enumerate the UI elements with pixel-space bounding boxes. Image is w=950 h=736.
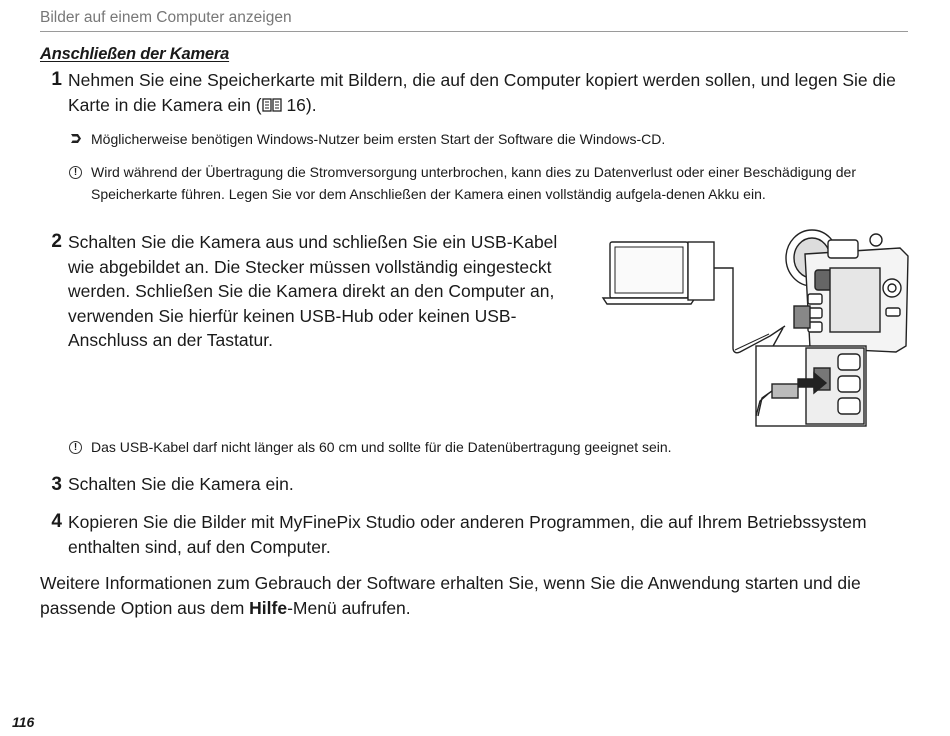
page-number: 116 xyxy=(12,714,35,730)
step-3: Schalten Sie die Kamera ein. xyxy=(68,474,294,494)
usb-port-detail-icon xyxy=(756,346,866,426)
caution-icon: ! xyxy=(69,166,82,179)
page-reference: 16 xyxy=(286,94,306,115)
page-header: Bilder auf einem Computer anzeigen xyxy=(40,9,908,32)
software-info-paragraph: Weitere Informationen zum Gebrauch der Software erhalten Sie, wenn Sie die Anwendung starten und die passende Option aus dem Hilfe-Menü aufrufen. xyxy=(40,573,861,618)
step-number-1: 1 xyxy=(51,69,62,90)
step-4: Kopieren Sie die Bilder mit MyFinePix Studio oder anderen Programmen, die auf Ihrem Betriebssystem enthalten sind, auf den Computer. xyxy=(68,512,867,557)
caution-icon: ! xyxy=(69,441,82,454)
camera-icon xyxy=(786,230,908,352)
step-number-3: 3 xyxy=(51,474,62,495)
section-title: Anschließen der Kamera xyxy=(40,45,230,63)
usb-cable xyxy=(714,268,785,353)
help-menu-label: Hilfe xyxy=(249,598,288,618)
usb-connection-illustration xyxy=(600,226,912,436)
step-1: Nehmen Sie eine Speicherkarte mit Bildern, die auf den Computer kopiert werden sollen, und legen Sie die Karte in die Kamera ein ( 16). xyxy=(68,68,898,119)
step-number-4: 4 xyxy=(51,511,62,532)
step-2: Schalten Sie die Kamera aus und schließen Sie ein USB-Kabel wie abgebildet an. Die Stecker müssen vollständig eingesteckt werden. Schließen Sie die Kamera direkt an den Computer an, verwenden Sie hierfür keinen USB-Hub oder keinen USB-Anschluss an der Tastatur. xyxy=(68,232,558,350)
pencil-tip-icon xyxy=(68,132,82,146)
note-caution-usb-cable: Das USB-Kabel darf nicht länger als 60 cm und sollte für die Datenübertragung geeignet sein. xyxy=(91,439,672,455)
step-number-2: 2 xyxy=(51,231,62,252)
note-tip-windows-cd: Möglicherweise benötigen Windows-Nutzer beim ersten Start der Software die Windows-CD. xyxy=(91,131,666,147)
step-1-text: Nehmen Sie eine Speicherkarte mit Bildern, die auf den Computer kopiert werden sollen, und legen Sie die Karte in die Kamera ein ( xyxy=(68,70,896,115)
laptop-icon xyxy=(603,242,714,304)
note-caution-power: Wird während der Übertragung die Stromversorgung unterbrochen, kann dies zu Datenverlust oder einer Beschädigung der Speicherkarte führen. Legen Sie vor dem Anschließen der Kamera einen vollständig aufgela-denen Akku ein. xyxy=(91,164,856,202)
book-icon xyxy=(262,95,282,120)
